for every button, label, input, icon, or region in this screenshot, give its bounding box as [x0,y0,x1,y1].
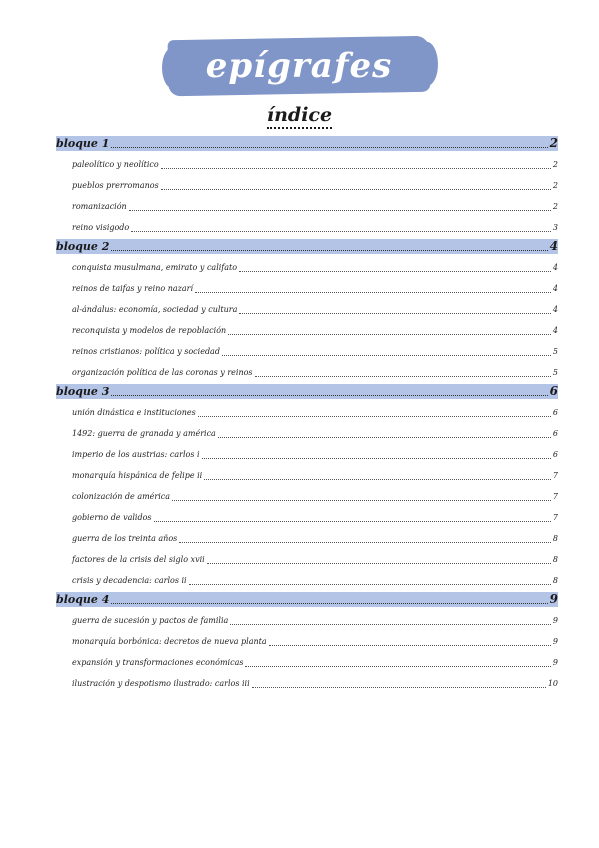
toc-block-row[interactable] [56,592,558,607]
leader-dots [129,210,551,211]
leader-dots [230,624,551,625]
toc-entry-row[interactable] [56,259,558,276]
toc-entry-row[interactable] [56,509,558,526]
entry-page-number: 4 [552,284,558,293]
entry-page-number: 9 [552,637,558,646]
entry-page-number: 10 [547,679,558,688]
entry-label: imperio de los austrias: carlos i [72,450,200,459]
page-title: epígrafes [205,46,393,86]
entry-label: reinos cristianos: política y sociedad [72,347,220,356]
leader-dots [207,563,551,564]
leader-dots [111,250,547,251]
toc-entry-row[interactable] [56,364,558,381]
entry-label: 1492: guerra de granada y américa [72,429,216,438]
index-heading-text: índice [267,104,332,129]
entry-page-number: 8 [552,555,558,564]
entry-page-number: 2 [552,160,558,169]
leader-dots [239,271,551,272]
toc-entry-row[interactable] [56,654,558,671]
entry-page-number: 4 [552,326,558,335]
entry-label: reinos de taifas y reino nazarí [72,284,194,293]
leader-dots [245,666,550,667]
leader-dots [228,334,551,335]
toc-entry-row[interactable] [56,280,558,297]
leader-dots [161,189,551,190]
table-of-contents [56,136,558,695]
leader-dots [239,313,551,314]
toc-entry-row[interactable] [56,446,558,463]
entry-label: pueblos prerromanos [72,181,159,190]
toc-entry-row[interactable] [56,343,558,360]
block-page-number: 4 [549,239,558,253]
leader-dots [179,542,551,543]
leader-dots [252,687,546,688]
entry-page-number: 5 [552,347,558,356]
leader-dots [111,395,547,396]
block-label: bloque 1 [56,137,110,150]
entry-label: al-ándalus: economía, sociedad y cultura [72,305,238,314]
toc-entry-row[interactable] [56,572,558,589]
leader-dots [161,168,551,169]
entry-page-number: 2 [552,181,558,190]
leader-dots [189,584,551,585]
entry-page-number: 6 [552,429,558,438]
index-heading [0,104,599,126]
block-page-number: 2 [549,136,558,150]
toc-entry-row[interactable] [56,219,558,236]
leader-dots [222,355,551,356]
entry-page-number: 3 [552,223,558,232]
toc-entry-row[interactable] [56,322,558,339]
entry-label: ilustración y despotismo ilustrado: carlos iii [72,679,250,688]
block-label: bloque 3 [56,385,110,398]
entry-page-number: 7 [552,471,558,480]
toc-entry-row[interactable] [56,675,558,692]
block-label: bloque 4 [56,593,110,606]
toc-entry-row[interactable] [56,425,558,442]
block-spacer [56,692,558,695]
entry-label: paleolítico y neolítico [72,160,159,169]
block-page-number: 6 [549,384,558,398]
entry-page-number: 4 [552,305,558,314]
toc-entry-row[interactable] [56,530,558,547]
toc-entry-row[interactable] [56,612,558,629]
leader-dots [218,437,551,438]
entry-label: unión dinástica e instituciones [72,408,196,417]
entry-page-number: 9 [552,616,558,625]
leader-dots [198,416,551,417]
entry-label: colonización de américa [72,492,171,501]
toc-entry-row[interactable] [56,467,558,484]
block-page-number: 9 [549,592,558,606]
entry-label: guerra de sucesión y pactos de familia [72,616,229,625]
entry-page-number: 5 [552,368,558,377]
entry-label: monarquía borbónica: decretos de nueva planta [72,637,267,646]
toc-block-row[interactable] [56,239,558,254]
entry-label: gobierno de validos [72,513,152,522]
entry-label: organización política de las coronas y reinos [72,368,253,377]
entry-label: reino visigodo [72,223,130,232]
toc-entry-row[interactable] [56,404,558,421]
entry-page-number: 2 [552,202,558,211]
toc-entry-row[interactable] [56,198,558,215]
toc-entry-row[interactable] [56,633,558,650]
entry-label: factores de la crisis del siglo xvii [72,555,205,564]
entry-label: guerra de los treinta años [72,534,178,543]
entry-label: reconquista y modelos de repoblación [72,326,227,335]
leader-dots [172,500,551,501]
leader-dots [195,292,551,293]
entry-page-number: 8 [552,576,558,585]
entry-label: monarquía hispánica de felipe ii [72,471,203,480]
entry-page-number: 9 [552,658,558,667]
toc-block-row[interactable] [56,136,558,151]
entry-page-number: 7 [552,492,558,501]
entry-page-number: 8 [552,534,558,543]
entry-page-number: 7 [552,513,558,522]
entry-label: crisis y decadencia: carlos ii [72,576,187,585]
entry-label: expansión y transformaciones económicas [72,658,244,667]
toc-entry-row[interactable] [56,177,558,194]
toc-entry-row[interactable] [56,156,558,173]
leader-dots [111,147,547,148]
leader-dots [255,376,551,377]
entry-page-number: 6 [552,450,558,459]
toc-entry-row[interactable] [56,551,558,568]
entry-page-number: 6 [552,408,558,417]
leader-dots [269,645,551,646]
entry-label: romanización [72,202,127,211]
block-label: bloque 2 [56,240,110,253]
entry-label: conquista musulmana, emirato y califato [72,263,238,272]
leader-dots [131,231,551,232]
leader-dots [204,479,551,480]
toc-entry-row[interactable] [56,301,558,318]
leader-dots [111,603,547,604]
entry-page-number: 4 [552,263,558,272]
toc-block-row[interactable] [56,384,558,399]
toc-entry-row[interactable] [56,488,558,505]
leader-dots [154,521,551,522]
leader-dots [202,458,551,459]
